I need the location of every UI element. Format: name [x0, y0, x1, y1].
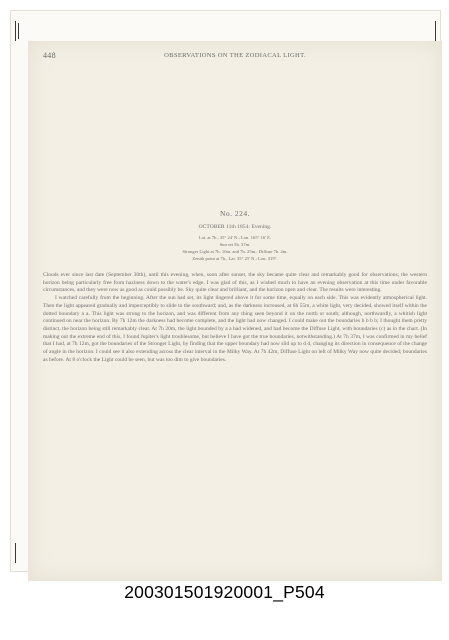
entry-number: No. 224. [219, 209, 251, 218]
entry-date: OCTOBER 11th 1854: Evening. [198, 224, 272, 230]
crop-mark [18, 23, 19, 39]
running-title: OBSERVATIONS ON THE ZODIACAL LIGHT. [164, 52, 306, 59]
paragraph: I watched carefully from the beginning. After the sun had set, its light lingered above it for some time, equally on each side. This was evidently atmospherical light. Then the light appeared gradually and imperceptibly to slide to the southward; and, as the darkness increased, at 6h 55m, a white light, very decided, showed itself within the dotted boundary a a. This light was strong to the horizon, and was different from any thing seen beyond it on the north or south; although, northwardly, a whitish light continued on near the horizon. By 7h 12m the darkness had become complete, and the light had now changed. I could make out the boundaries b b b b; I thought them pretty distinct, the horizon being still remarkably clear. At 7h 20m, the light bounded by a a had widened, and had become the Diffuse Light, with boundaries (c) as in the chart. (In making out the extreme end of this, I found Jupiter's light troublesome, but believe I have got the true boundaries, notwithstanding.) At 7h 37m, I was confirmed in my belief that I had, at 7h 12m, got the boundaries of the Stronger Light, by finding that the upper boundary had now slid up to d d, changing its direction in consequence of the change of angle in the horizon. I could see it also extending across the clear interval in the Milky Way. At 7h 42m, Diffuse Light on left of Milky Way now quite decided; boundaries as before. At 8 o'clock the Light could be seen, but was too dim to give boundaries. [43, 295, 427, 363]
scanned-page [28, 41, 442, 581]
page-header [43, 51, 427, 63]
crop-mark [15, 543, 16, 563]
scan-frame [10, 10, 441, 572]
entry-sunset: Sun set 5h. 37m. [219, 242, 251, 247]
crop-mark [435, 21, 436, 41]
observation-text [43, 272, 427, 364]
entry-light-times: Stronger Light at 7h. 10m. and 7h. 25m.; Diffuse 7h. 2m. [182, 249, 288, 254]
page-number: 448 [43, 51, 56, 60]
crop-mark [15, 21, 16, 41]
entry-position: Lat. at 7h., 35° 24' N.; Lon. 165° 16' E. [198, 235, 272, 240]
paragraph: Clouds ever since last date (September 30th), until this evening, when, soon after sunset, the sky became quite clear and remarkably good for observations; the western horizon being particularly free from haziness down to the water's edge. I was glad of this, as I wished much to have an evening observation at this time under favorable circumstances, and they were now as good as could possibly be. Sky quite clear and brilliant, and the horizon open and clear. The results were interesting. [43, 272, 427, 294]
entry-zenith: Zenith point at 7h., Lat. 35° 25' N.; Lon. 319°. [192, 256, 278, 261]
image-id-caption: 200301501920001_P504 [124, 582, 325, 602]
